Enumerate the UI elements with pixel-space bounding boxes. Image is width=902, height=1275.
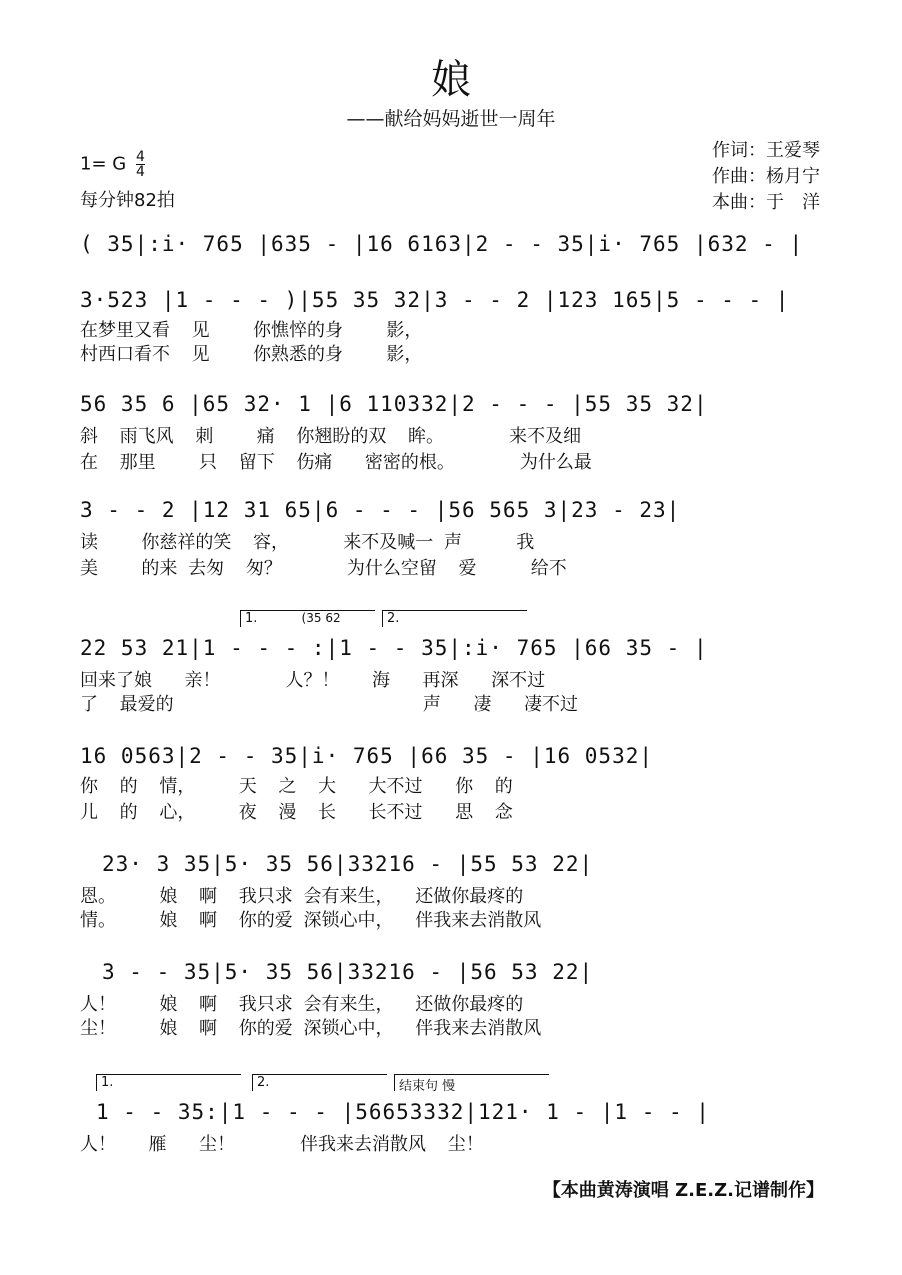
time-bottom: 4 bbox=[135, 164, 145, 180]
notation-line: 3 - - 2 |12 31 65|6 - - - |56 565 3|23 - 23| bbox=[80, 498, 681, 522]
notation-line: 56 35 6 |65 32· 1 |6 110332|2 - - - |55 35 32| bbox=[80, 392, 708, 416]
notation-line: 1 - - 35:|1 - - - |56653332|121· 1 - |1 - - | bbox=[96, 1100, 710, 1124]
volta-2-label: 2. bbox=[257, 1075, 270, 1090]
score-line-5 bbox=[80, 611, 822, 748]
song-subtitle: ——献给妈妈逝世一周年 bbox=[346, 108, 556, 130]
lyric-verse-2: 情。 娘 啊 你的爱 深锁心中， 伴我来去消散风 bbox=[80, 910, 542, 931]
lyric-verse-1: 在梦里又看 见 你憔悴的身 影， bbox=[80, 320, 423, 341]
notation-line: 3·523 |1 - - - )|55 35 32|3 - - 2 |123 165|5 - - - | bbox=[80, 288, 790, 312]
ending-label: 结束句 慢 bbox=[399, 1079, 456, 1094]
lyric-verse-2: 了 最爱的 声 凄 凄不过 bbox=[80, 694, 578, 715]
score-line-3 bbox=[80, 392, 822, 504]
ending-phrase-bracket bbox=[394, 1074, 549, 1094]
volta-2-label: 2. bbox=[387, 611, 400, 626]
notation-line: ( 35|:i· 765 |635 - |16 6163|2 - - 35|i· 765 |632 - | bbox=[80, 232, 804, 256]
lyric-verse-1: 恩。 娘 啊 我只求 会有来生， 还做你最疼的 bbox=[80, 886, 524, 907]
lyricist-credit: 作词：王爱琴 bbox=[712, 140, 820, 161]
score-line-4 bbox=[80, 498, 822, 610]
lyric-verse-1: 读 你慈祥的笑 容， 来不及喊一 声 我 bbox=[80, 532, 535, 553]
lyric-verse-2: 在 那里 只 留下 伤痛 密密的根。 为什么最 bbox=[80, 452, 592, 473]
key-signature bbox=[80, 150, 145, 179]
notation-line: 23· 3 35|5· 35 56|33216 - |55 53 22| bbox=[102, 852, 594, 876]
footer-credit: 【本曲黄涛演唱 Z.E.Z.记谱制作】 bbox=[542, 1180, 824, 1201]
first-ending-bracket bbox=[240, 610, 375, 627]
lyric-verse-2: 儿 的 心， 夜 漫 长 长不过 思 念 bbox=[80, 802, 513, 823]
ornament-notes: (35 62 bbox=[301, 611, 341, 625]
lyric-verse-2: 尘！ 娘 啊 你的爱 深锁心中， 伴我来去消散风 bbox=[80, 1018, 542, 1039]
lyric-verse-1: 人！ 娘 啊 我只求 会有来生， 还做你最疼的 bbox=[80, 994, 524, 1015]
lyric-verse-1: 斜 雨飞风 刺 痛 你翘盼的双 眸。 来不及细 bbox=[80, 426, 582, 447]
key-label: 1= G bbox=[80, 153, 127, 175]
time-signature bbox=[136, 150, 145, 179]
score-line-7 bbox=[80, 852, 822, 964]
first-ending-bracket bbox=[96, 1074, 241, 1091]
song-title: 娘 bbox=[431, 57, 471, 103]
lyric-verse-2: 村西口看不 见 你熟悉的身 影， bbox=[80, 344, 423, 365]
volta-1-label: 1. bbox=[101, 1075, 114, 1090]
tempo-marking: 每分钟82拍 bbox=[80, 190, 175, 211]
lyric-verse-1: 人！ 雁 尘！ 伴我来去消散风 尘！ bbox=[80, 1134, 484, 1155]
second-ending-bracket bbox=[252, 1074, 387, 1091]
notation-line: 22 53 21|1 - - - :|1 - - 35|:i· 765 |66 35 - | bbox=[80, 636, 708, 660]
second-ending-bracket bbox=[382, 610, 527, 627]
lyric-verse-1: 你 的 情， 天 之 大 大不过 你 的 bbox=[80, 776, 513, 797]
time-top: 4 bbox=[135, 149, 145, 165]
lyric-verse-2: 美 的来 去匆 匆？ 为什么空留 爱 给不 bbox=[80, 558, 567, 579]
arranger-credit: 本曲：于 洋 bbox=[712, 192, 820, 213]
composer-credit: 作曲：杨月宁 bbox=[712, 166, 820, 187]
volta-1-label: 1. bbox=[245, 611, 258, 626]
notation-line: 16 0563|2 - - 35|i· 765 |66 35 - |16 0532| bbox=[80, 744, 654, 768]
score-line-8 bbox=[80, 960, 822, 1072]
notation-line: 3 - - 35|5· 35 56|33216 - |56 53 22| bbox=[102, 960, 594, 984]
score-line-2 bbox=[80, 288, 822, 400]
score-line-6 bbox=[80, 744, 822, 856]
lyric-verse-1: 回来了娘 亲！ 人？！ 海 再深 深不过 bbox=[80, 670, 546, 691]
